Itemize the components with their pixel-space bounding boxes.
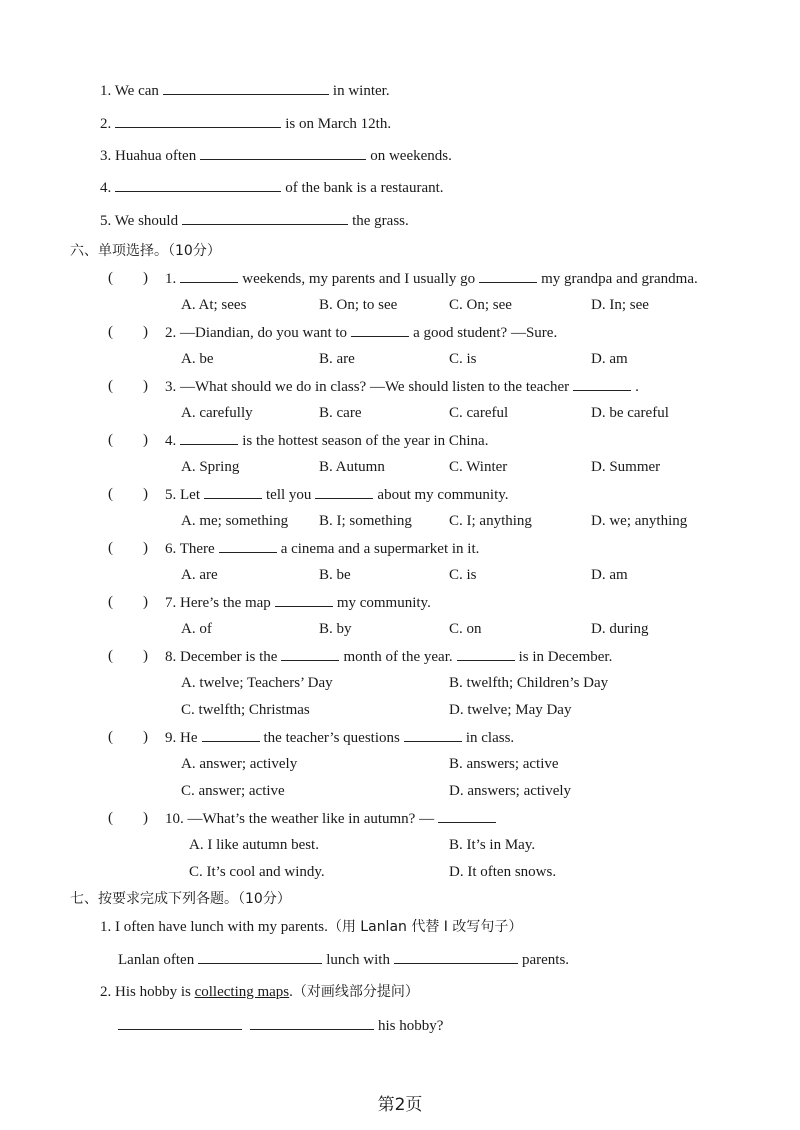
rewrite-question-2 [100, 982, 419, 1002]
answer-blank[interactable] [180, 430, 238, 445]
question-10 [165, 808, 500, 829]
option-d[interactable]: D. we; anything [591, 513, 688, 529]
question-7 [165, 592, 431, 613]
question-text: tell you [266, 487, 312, 503]
option-a[interactable]: A. of [181, 621, 212, 637]
paren-open: ( [108, 729, 113, 745]
option-a[interactable]: A. At; sees [181, 297, 247, 313]
question-text: the teacher’s questions [263, 730, 400, 746]
instruction-text: （对画线部分提问） [292, 984, 419, 1000]
question-text: a good student? —Sure. [413, 325, 558, 341]
paren-open: ( [108, 540, 113, 556]
answer-paren[interactable] [108, 268, 148, 288]
question-text: my community. [336, 595, 431, 611]
answer-blank[interactable] [115, 113, 281, 128]
option-b[interactable]: B. care [319, 405, 362, 421]
answer-paren[interactable] [108, 376, 148, 396]
option-c[interactable]: C. is [449, 567, 477, 583]
question-text: 5. Let [165, 487, 200, 503]
rewrite-answer-1 [118, 949, 569, 970]
option-d[interactable]: D. answers; actively [449, 783, 572, 799]
answer-blank[interactable] [275, 592, 333, 607]
option-a[interactable]: A. be [181, 351, 214, 367]
answer-paren[interactable] [108, 646, 148, 666]
option-d[interactable]: D. during [591, 621, 649, 637]
instruction-text: （用 Lanlan 代替 I 改写句子） [327, 919, 523, 935]
option-b[interactable]: B. On; to see [319, 297, 398, 313]
option-c[interactable]: C. twelfth; Christmas [181, 702, 310, 718]
answer-text: parents. [521, 952, 570, 968]
question-text: is the hottest season of the year in China. [242, 433, 489, 449]
question-text: . [635, 379, 639, 395]
answer-paren[interactable] [108, 808, 148, 828]
question-text: . [289, 984, 293, 1000]
option-a[interactable]: A. I like autumn best. [189, 837, 319, 853]
answer-blank[interactable] [404, 727, 462, 742]
option-d[interactable]: D. In; see [591, 297, 649, 313]
answer-blank[interactable] [118, 1015, 242, 1030]
answer-blank[interactable] [198, 949, 322, 964]
paren-close: ) [143, 432, 148, 448]
fill-blank-text: the grass. [352, 213, 409, 229]
question-text: is in December. [518, 649, 613, 665]
answer-text: his hobby? [378, 1018, 444, 1034]
answer-paren[interactable] [108, 538, 148, 558]
fill-blank-5 [100, 210, 409, 231]
answer-paren[interactable] [108, 592, 148, 612]
answer-blank[interactable] [351, 322, 409, 337]
question-text: month of the year. [343, 649, 453, 665]
option-a[interactable]: A. answer; actively [181, 756, 298, 772]
paren-close: ) [143, 486, 148, 502]
question-4 [165, 430, 488, 451]
answer-blank[interactable] [479, 268, 537, 283]
answer-blank[interactable] [204, 484, 262, 499]
fill-blank-1 [100, 80, 390, 101]
question-text: 1. I often have lunch with my parents. [100, 919, 328, 935]
answer-blank[interactable] [281, 646, 339, 661]
paren-close: ) [143, 648, 148, 664]
question-8 [165, 646, 612, 667]
paren-close: ) [143, 270, 148, 286]
answer-blank[interactable] [163, 80, 329, 95]
option-b[interactable]: B. be [319, 567, 351, 583]
fill-blank-text: of the bank is a restaurant. [285, 180, 444, 196]
answer-text: Lanlan often [118, 952, 195, 968]
answer-blank[interactable] [180, 268, 238, 283]
option-a[interactable]: A. twelve; Teachers’ Day [181, 675, 333, 691]
answer-blank[interactable] [457, 646, 515, 661]
answer-blank[interactable] [573, 376, 631, 391]
option-d[interactable]: D. am [591, 567, 628, 583]
option-a[interactable]: A. are [181, 567, 218, 583]
option-b[interactable]: B. are [319, 351, 355, 367]
answer-blank[interactable] [200, 145, 366, 160]
answer-paren[interactable] [108, 322, 148, 342]
question-9 [165, 727, 514, 748]
option-b[interactable]: B. I; something [319, 513, 412, 529]
option-c[interactable]: C. is [449, 351, 477, 367]
option-d[interactable]: D. be careful [591, 405, 669, 421]
question-6 [165, 538, 479, 559]
option-c[interactable]: C. On; see [449, 297, 512, 313]
question-text: my grandpa and grandma. [541, 271, 698, 287]
question-1 [165, 268, 698, 289]
question-text: 2. —Diandian, do you want to [165, 325, 348, 341]
section-6-title: 六、单项选择。（10分） [70, 243, 221, 259]
option-d[interactable]: D. twelve; May Day [449, 702, 572, 718]
paren-close: ) [143, 540, 148, 556]
option-a[interactable]: A. Spring [181, 459, 240, 475]
question-text: 7. Here’s the map [165, 595, 271, 611]
question-text: 4. [165, 433, 177, 449]
question-text: 1. [165, 271, 177, 287]
fill-blank-text: in winter. [332, 83, 390, 99]
paren-open: ( [108, 594, 113, 610]
option-d[interactable]: D. am [591, 351, 628, 367]
paren-close: ) [143, 810, 148, 826]
option-c[interactable]: C. I; anything [449, 513, 532, 529]
fill-blank-3 [100, 145, 452, 166]
paren-close: ) [143, 594, 148, 610]
option-c[interactable]: C. answer; active [181, 783, 285, 799]
answer-paren[interactable] [108, 484, 148, 504]
fill-blank-text: 5. We should [100, 213, 179, 229]
question-5 [165, 484, 509, 505]
rewrite-answer-2 [114, 1015, 443, 1036]
paren-open: ( [108, 810, 113, 826]
question-3 [165, 376, 639, 397]
question-text: in class. [465, 730, 515, 746]
option-b[interactable]: B. by [319, 621, 352, 637]
answer-paren[interactable] [108, 727, 148, 747]
option-a[interactable]: A. me; something [181, 513, 289, 529]
option-a[interactable]: A. carefully [181, 405, 253, 421]
underlined-phrase: collecting maps [194, 984, 290, 1000]
option-b[interactable]: B. twelfth; Children’s Day [449, 675, 609, 691]
answer-paren[interactable] [108, 430, 148, 450]
question-text: 2. His hobby is [100, 984, 191, 1000]
fill-blank-text: 4. [100, 180, 112, 196]
option-c[interactable]: C. on [449, 621, 482, 637]
option-b[interactable]: B. It’s in May. [449, 837, 536, 853]
option-b[interactable]: B. Autumn [319, 459, 385, 475]
paren-open: ( [108, 486, 113, 502]
section-7-title: 七、按要求完成下列各题。（10分） [70, 891, 291, 907]
paren-close: ) [143, 378, 148, 394]
paren-open: ( [108, 648, 113, 664]
paren-open: ( [108, 324, 113, 340]
question-text: 8. December is the [165, 649, 278, 665]
question-text: 10. —What’s the weather like in autumn? — [165, 811, 435, 827]
question-text: 6. There [165, 541, 215, 557]
question-text: weekends, my parents and I usually go [242, 271, 476, 287]
answer-blank[interactable] [219, 538, 277, 553]
paren-close: ) [143, 324, 148, 340]
question-text: about my community. [377, 487, 509, 503]
question-text: a cinema and a supermarket in it. [280, 541, 480, 557]
answer-blank[interactable] [115, 177, 281, 192]
question-text: 3. —What should we do in class? —We should listen to the teacher [165, 379, 570, 395]
paren-open: ( [108, 270, 113, 286]
fill-blank-text: 3. Huahua often [100, 148, 197, 164]
fill-blank-text: on weekends. [370, 148, 452, 164]
paren-open: ( [108, 432, 113, 448]
fill-blank-text: 1. We can [100, 83, 159, 99]
option-d[interactable]: D. It often snows. [449, 864, 557, 880]
answer-blank[interactable] [250, 1015, 374, 1030]
paren-open: ( [108, 378, 113, 394]
fill-blank-text: is on March 12th. [285, 116, 392, 132]
answer-text: lunch with [326, 952, 390, 968]
answer-blank[interactable] [394, 949, 518, 964]
question-text: 9. He [165, 730, 198, 746]
answer-blank[interactable] [202, 727, 260, 742]
rewrite-question-1 [100, 917, 522, 937]
answer-blank[interactable] [315, 484, 373, 499]
option-d[interactable]: D. Summer [591, 459, 661, 475]
option-c[interactable]: C. careful [449, 405, 509, 421]
option-b[interactable]: B. answers; active [449, 756, 559, 772]
option-c[interactable]: C. It’s cool and windy. [189, 864, 325, 880]
page-number: 第2页 [377, 1095, 423, 1115]
option-c[interactable]: C. Winter [449, 459, 508, 475]
answer-blank[interactable] [182, 210, 348, 225]
answer-blank[interactable] [438, 808, 496, 823]
fill-blank-text: 2. [100, 116, 112, 132]
fill-blank-4 [100, 177, 444, 198]
paren-close: ) [143, 729, 148, 745]
question-2 [165, 322, 557, 343]
fill-blank-2 [100, 113, 391, 134]
